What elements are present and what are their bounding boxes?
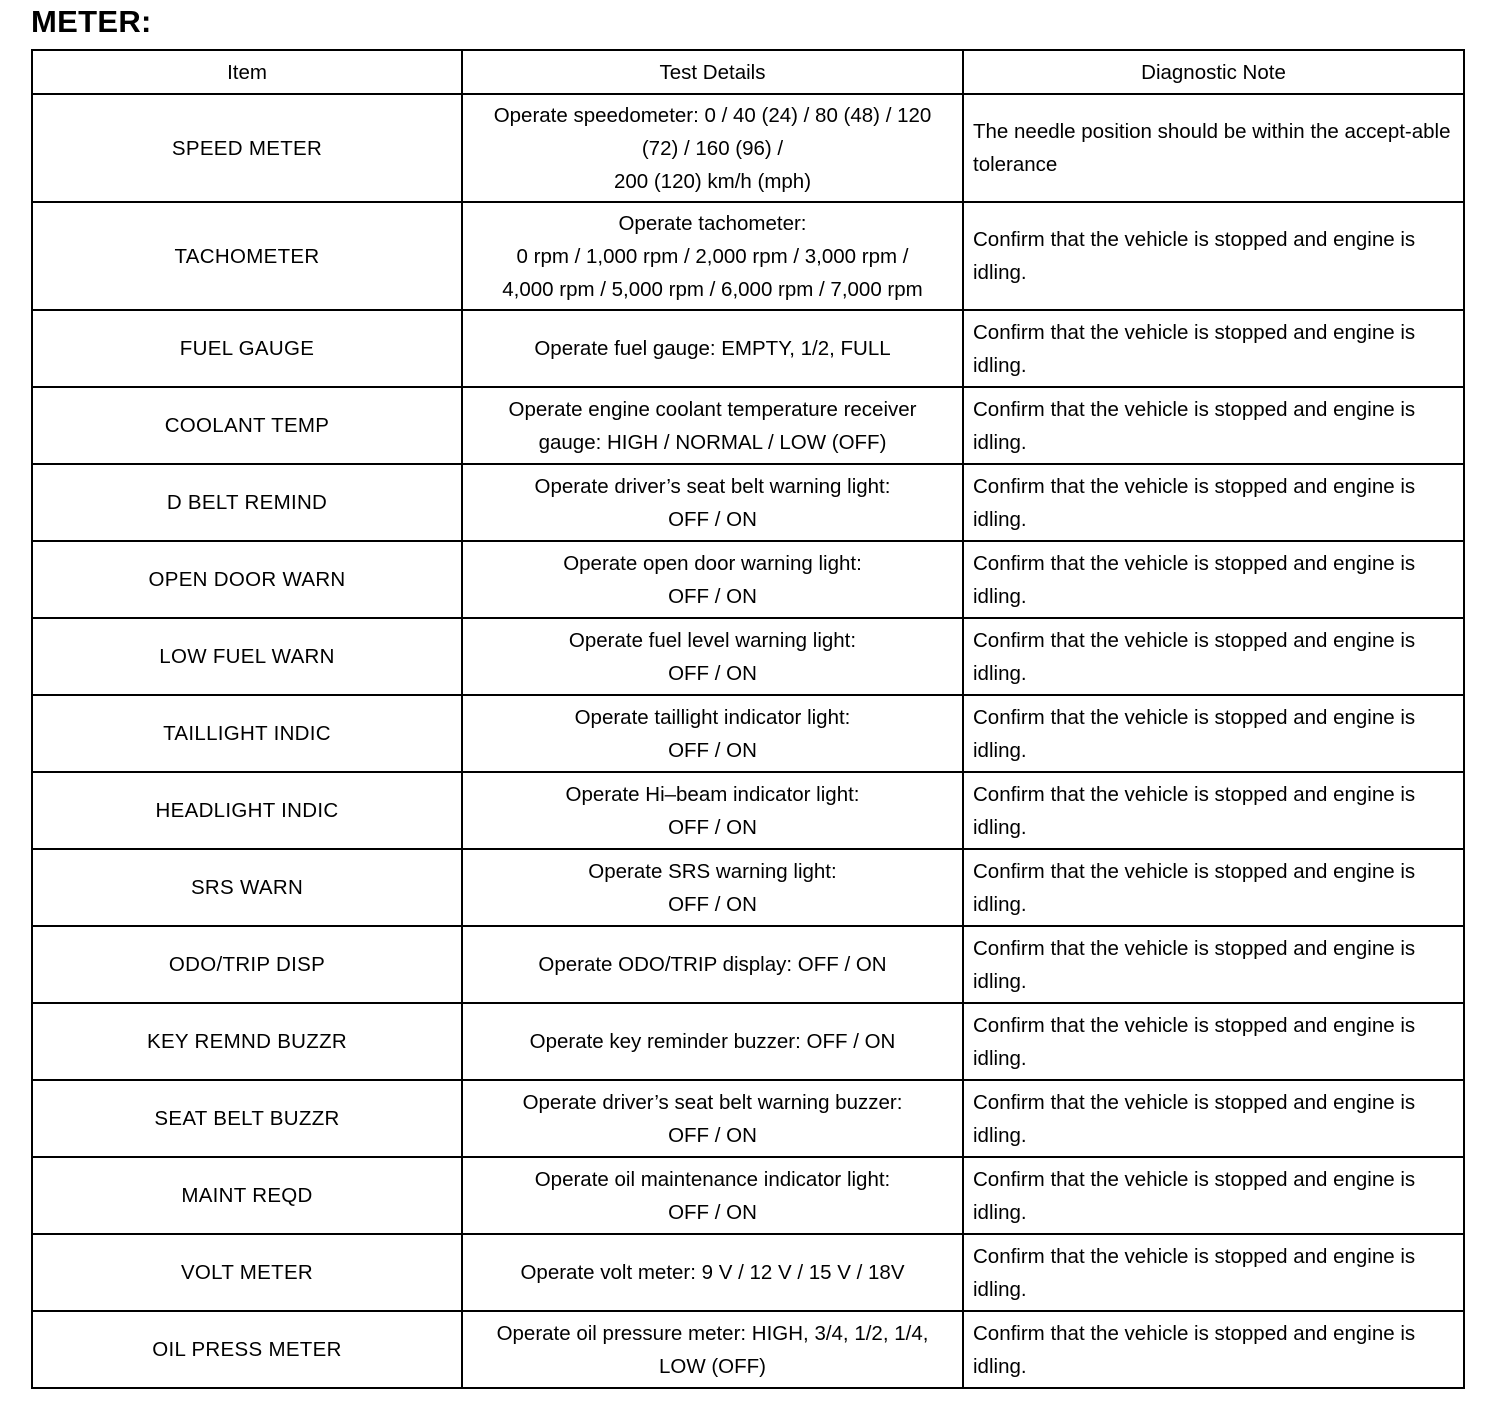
item-cell: MAINT REQD [32,1157,462,1234]
item-cell: COOLANT TEMP [32,387,462,464]
column-header-item: Item [32,50,462,94]
table-row [32,1157,1464,1234]
item-cell: KEY REMND BUZZR [32,1003,462,1080]
diagnostic-note-cell: Confirm that the vehicle is stopped and engine is idling. [963,202,1464,310]
table-row [32,1311,1464,1388]
table-row [32,695,1464,772]
table-row [32,387,1464,464]
test-details-cell: Operate taillight indicator light: OFF / ON [462,695,963,772]
test-details-cell: Operate driver’s seat belt warning light: OFF / ON [462,464,963,541]
test-details-cell: Operate SRS warning light: OFF / ON [462,849,963,926]
test-details-cell: Operate engine coolant temperature receiver gauge: HIGH / NORMAL / LOW (OFF) [462,387,963,464]
table-row [32,310,1464,387]
test-details-cell: Operate fuel level warning light: OFF / ON [462,618,963,695]
table-row [32,618,1464,695]
table-row [32,772,1464,849]
table-row [32,94,1464,202]
table-row [32,926,1464,1003]
test-details-cell: Operate oil pressure meter: HIGH, 3/4, 1/2, 1/4, LOW (OFF) [462,1311,963,1388]
meter-test-table [31,49,1465,1389]
test-details-cell: Operate volt meter: 9 V / 12 V / 15 V / 18V [462,1234,963,1311]
diagnostic-note-cell: Confirm that the vehicle is stopped and engine is idling. [963,618,1464,695]
item-cell: FUEL GAUGE [32,310,462,387]
test-details-cell: Operate open door warning light: OFF / ON [462,541,963,618]
diagnostic-note-cell: Confirm that the vehicle is stopped and engine is idling. [963,926,1464,1003]
item-cell: TAILLIGHT INDIC [32,695,462,772]
table-header-row [32,50,1464,94]
test-details-cell: Operate key reminder buzzer: OFF / ON [462,1003,963,1080]
item-cell: SPEED METER [32,94,462,202]
diagnostic-note-cell: The needle position should be within the accept-able tolerance [963,94,1464,202]
diagnostic-note-cell: Confirm that the vehicle is stopped and engine is idling. [963,1003,1464,1080]
diagnostic-note-cell: Confirm that the vehicle is stopped and engine is idling. [963,1234,1464,1311]
item-cell: HEADLIGHT INDIC [32,772,462,849]
diagnostic-note-cell: Confirm that the vehicle is stopped and engine is idling. [963,541,1464,618]
item-cell: SEAT BELT BUZZR [32,1080,462,1157]
table-row [32,849,1464,926]
diagnostic-note-cell: Confirm that the vehicle is stopped and engine is idling. [963,772,1464,849]
test-details-cell: Operate Hi–beam indicator light: OFF / ON [462,772,963,849]
test-details-cell: Operate fuel gauge: EMPTY, 1/2, FULL [462,310,963,387]
item-cell: OPEN DOOR WARN [32,541,462,618]
item-cell: TACHOMETER [32,202,462,310]
test-details-cell: Operate tachometer: 0 rpm / 1,000 rpm / 2,000 rpm / 3,000 rpm / 4,000 rpm / 5,000 rpm / 6,000 rpm / 7,000 rpm [462,202,963,310]
diagnostic-note-cell: Confirm that the vehicle is stopped and engine is idling. [963,1080,1464,1157]
test-details-cell: Operate speedometer: 0 / 40 (24) / 80 (48) / 120 (72) / 160 (96) / 200 (120) km/h (mph) [462,94,963,202]
table-row [32,1234,1464,1311]
table-row [32,464,1464,541]
item-cell: LOW FUEL WARN [32,618,462,695]
item-cell: VOLT METER [32,1234,462,1311]
item-cell: ODO/TRIP DISP [32,926,462,1003]
table-body [32,94,1464,1388]
test-details-cell: Operate ODO/TRIP display: OFF / ON [462,926,963,1003]
item-cell: OIL PRESS METER [32,1311,462,1388]
column-header-test-details: Test Details [462,50,963,94]
table-row [32,541,1464,618]
item-cell: D BELT REMIND [32,464,462,541]
column-header-diagnostic-note: Diagnostic Note [963,50,1464,94]
diagnostic-note-cell: Confirm that the vehicle is stopped and engine is idling. [963,1311,1464,1388]
page-title: METER: [31,4,152,39]
table-row [32,202,1464,310]
diagnostic-note-cell: Confirm that the vehicle is stopped and engine is idling. [963,849,1464,926]
table-row [32,1003,1464,1080]
diagnostic-note-cell: Confirm that the vehicle is stopped and engine is idling. [963,695,1464,772]
test-details-cell: Operate driver’s seat belt warning buzzer: OFF / ON [462,1080,963,1157]
diagnostic-note-cell: Confirm that the vehicle is stopped and engine is idling. [963,464,1464,541]
diagnostic-note-cell: Confirm that the vehicle is stopped and engine is idling. [963,387,1464,464]
item-cell: SRS WARN [32,849,462,926]
test-details-cell: Operate oil maintenance indicator light: OFF / ON [462,1157,963,1234]
table-row [32,1080,1464,1157]
diagnostic-note-cell: Confirm that the vehicle is stopped and engine is idling. [963,310,1464,387]
diagnostic-note-cell: Confirm that the vehicle is stopped and engine is idling. [963,1157,1464,1234]
